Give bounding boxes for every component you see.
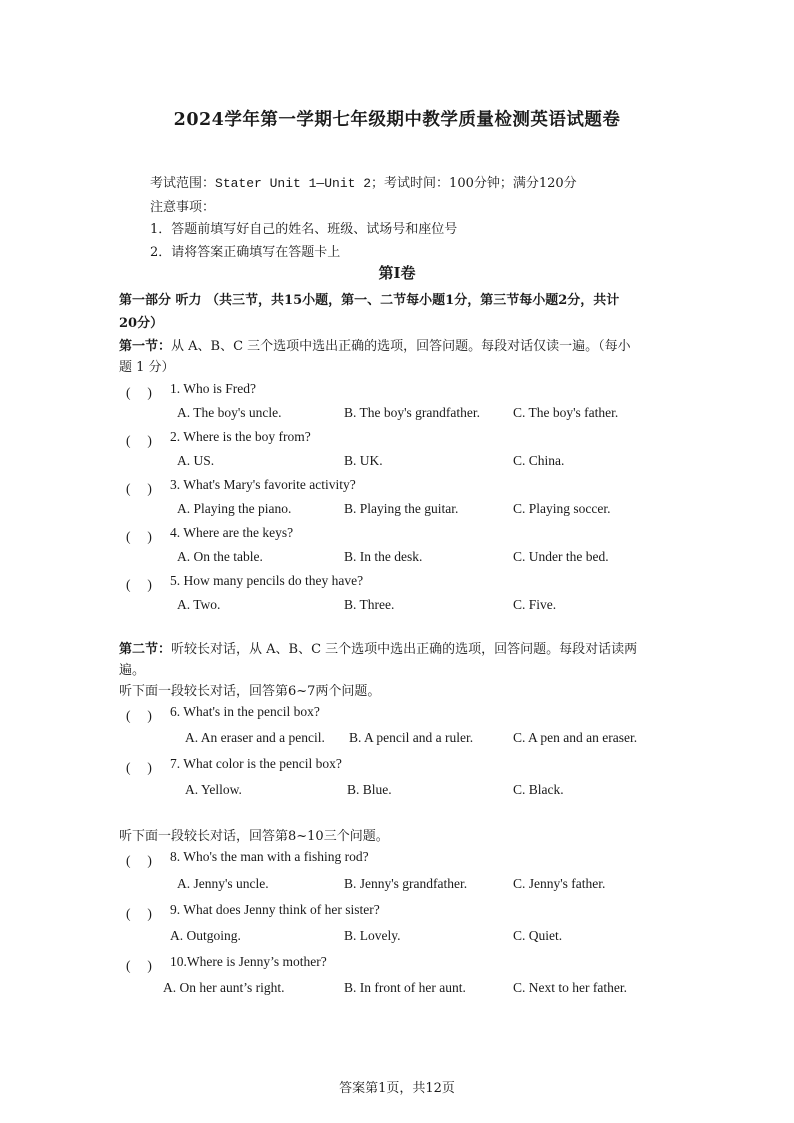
option-b: B. UK. (344, 453, 383, 468)
option-a: A. On her aunt’s right. (163, 980, 285, 995)
question-text: 2. Where is the boy from? (170, 429, 311, 444)
option-a: A. An eraser and a pencil. (185, 730, 325, 745)
option-a: A. Jenny's uncle. (177, 876, 269, 891)
option-b: B. A pencil and a ruler. (349, 730, 474, 745)
question-text: 7. What color is the pencil box? (170, 756, 342, 771)
section2-label: 第二节： (119, 642, 172, 657)
answer-blank[interactable]: ( ) (126, 577, 152, 592)
option-a: A. On the table. (177, 549, 263, 564)
answer-blank[interactable]: ( ) (126, 481, 152, 496)
section1-label: 第一节： (119, 339, 172, 354)
option-c: C. Next to her father. (513, 980, 627, 995)
answer-blank[interactable]: ( ) (126, 385, 152, 400)
section1-text: 从 A、B、C 三个选项中选出正确的选项，回答问题。每段对话仅读一遍。（每小 (171, 339, 631, 354)
question-text: 10.Where is Jenny’s mother? (170, 954, 327, 969)
option-a: A. Playing the piano. (177, 501, 292, 516)
option-b: B. In the desk. (344, 549, 423, 564)
option-c: C. China. (513, 453, 565, 468)
option-a: A. Two. (177, 597, 221, 612)
dialogue-intro-8-10: 听下面一段较长对话，回答第8~10三个问题。 (119, 829, 389, 844)
option-b: B. Three. (344, 597, 395, 612)
answer-blank[interactable]: ( ) (126, 708, 152, 723)
notes-title: 注意事项： (150, 200, 216, 215)
answer-blank[interactable]: ( ) (126, 529, 152, 544)
option-c: C. Playing soccer. (513, 501, 611, 516)
option-c: C. The boy's father. (513, 405, 619, 420)
option-b: B. Blue. (347, 782, 392, 797)
part1-heading: 第一部分 听力 （共三节，共15小题，第一、二节每小题1分，第三节每小题2分，共计 (119, 293, 620, 308)
page-footer: 答案第1页，共12页 (339, 1081, 455, 1096)
question-text: 8. Who's the man with a fishing rod? (170, 849, 369, 864)
note-1: 1．答题前填写好自己的姓名、班级、试场号和座位号 (150, 222, 458, 237)
dialogue-intro-6-7: 听下面一段较长对话，回答第6~7两个问题。 (119, 684, 381, 699)
exam-scope (150, 172, 577, 191)
section2-text: 听较长对话，从 A、B、C 三个选项中选出正确的选项，回答问题。每段对话读两 (171, 642, 638, 657)
section1-instructions-cont: 题 1 分） (119, 360, 175, 375)
exam-title: 2024学年第一学期七年级期中教学质量检测英语试题卷 (173, 110, 621, 130)
question-text: 1. Who is Fred? (170, 381, 256, 396)
option-b: B. Lovely. (344, 928, 401, 943)
option-c: C. A pen and an eraser. (513, 730, 638, 745)
option-c: C. Black. (513, 782, 564, 797)
section1-instructions (119, 335, 631, 354)
option-a: A. US. (177, 453, 215, 468)
answer-blank[interactable]: ( ) (126, 906, 152, 921)
note-2: 2．请将答案正确填写在答题卡上 (150, 245, 341, 260)
question-text: 4. Where are the keys? (170, 525, 294, 540)
answer-blank[interactable]: ( ) (126, 853, 152, 868)
part1-heading-cont: 20分） (119, 316, 164, 331)
option-b: B. In front of her aunt. (344, 980, 466, 995)
option-a: A. The boy's uncle. (177, 405, 282, 420)
option-c: C. Under the bed. (513, 549, 609, 564)
question-text: 5. How many pencils do they have? (170, 573, 364, 588)
option-b: B. The boy's grandfather. (344, 405, 481, 420)
volume-title: 第Ⅰ卷 (378, 264, 416, 282)
question-text: 6. What's in the pencil box? (170, 704, 320, 719)
exam-time: ；考试时间：100分钟；满分120分 (371, 176, 577, 191)
section2-instructions-cont: 遍。 (119, 663, 146, 678)
scope-value: Stater Unit 1—Unit 2 (215, 176, 372, 191)
section2-instructions (119, 638, 637, 657)
question-text: 3. What's Mary's favorite activity? (170, 477, 356, 492)
option-b: B. Playing the guitar. (344, 501, 459, 516)
option-c: C. Quiet. (513, 928, 563, 943)
option-a: A. Yellow. (185, 782, 242, 797)
answer-blank[interactable]: ( ) (126, 958, 152, 973)
option-c: C. Five. (513, 597, 557, 612)
answer-blank[interactable]: ( ) (126, 433, 152, 448)
option-a: A. Outgoing. (170, 928, 241, 943)
answer-blank[interactable]: ( ) (126, 760, 152, 775)
option-c: C. Jenny's father. (513, 876, 606, 891)
question-text: 9. What does Jenny think of her sister? (170, 902, 380, 917)
scope-label: 考试范围： (150, 176, 216, 191)
option-b: B. Jenny's grandfather. (344, 876, 468, 891)
